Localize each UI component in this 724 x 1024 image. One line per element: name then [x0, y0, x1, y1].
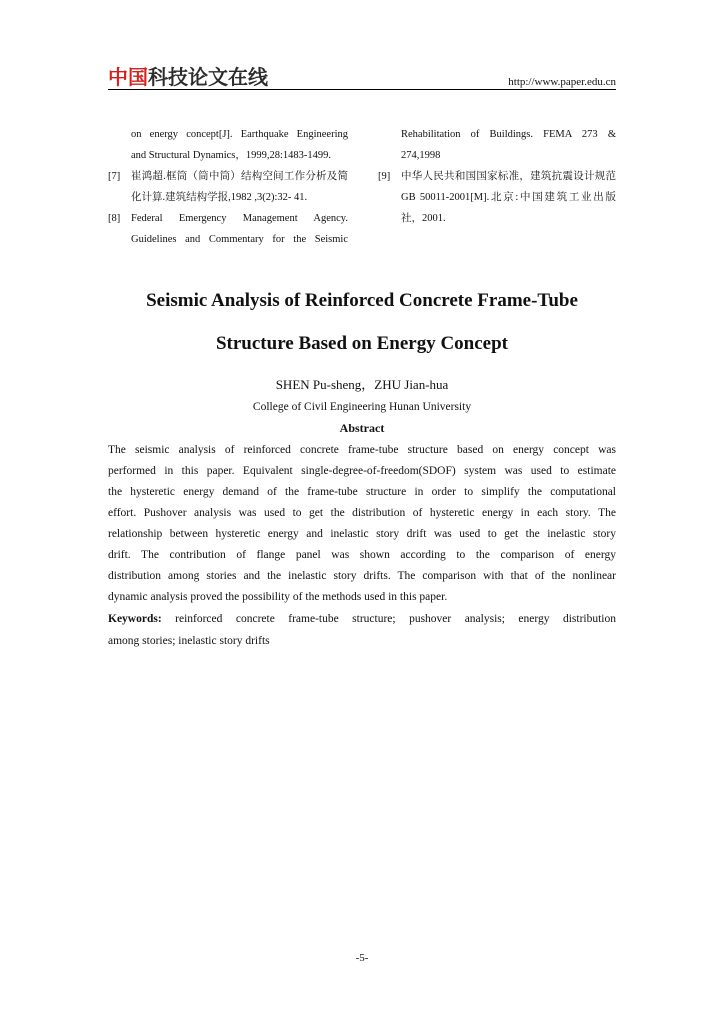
- reference-9: [378, 166, 616, 229]
- paper-title-line-1: Seismic Analysis of Reinforced Concrete Frame-Tube: [146, 290, 578, 311]
- paper-title-line-2: Structure Based on Energy Concept: [215, 333, 509, 354]
- keywords: [108, 608, 616, 652]
- keywords-text: reinforced concrete frame-tube structure; pushover analysis; energy distribution: [161, 613, 616, 625]
- references-right-column: [378, 124, 616, 229]
- reference-8: [108, 208, 348, 250]
- abstract-line: effort. Pushover analysis was used to get the distribution of hysteretic energy in each story. The: [108, 507, 616, 519]
- reference-line: 崔鸿超.框筒（筒中筒）结构空间工作分析及简: [131, 171, 348, 182]
- reference-line: Federal Emergency Management Agency.: [131, 213, 348, 224]
- site-logo: [108, 66, 268, 88]
- keywords-line-2: among stories; inelastic story drifts: [108, 635, 270, 647]
- reference-line: 社，2001.: [401, 213, 446, 224]
- reference-continuation-line: on energy concept[J]. Earthquake Engineering: [131, 129, 348, 140]
- authors: SHEN Pu-sheng，ZHU Jian-hua: [275, 377, 449, 392]
- reference-continuation-line: and Structural Dynamics，1999,28:1483-1499.: [131, 150, 332, 161]
- reference-line: 中华人民共和国国家标准，建筑抗震设计规范: [401, 171, 616, 182]
- references-left-column: [108, 124, 348, 250]
- abstract-line: distribution among stories and the inelastic story drifts. The comparison with that of the nonlinear: [108, 570, 616, 582]
- logo-text-paper-online: 科技论文在线: [148, 65, 268, 89]
- reference-continuation-line: Rehabilitation of Buildings. FEMA 273 &: [401, 129, 616, 140]
- page-header: [108, 66, 616, 90]
- reference-number: [7]: [108, 171, 121, 182]
- header-url[interactable]: http://www.paper.edu.cn: [508, 76, 616, 88]
- abstract-body: [108, 440, 616, 608]
- reference-number: [9]: [378, 171, 391, 182]
- reference-line: GB 50011-2001[M].北京:中国建筑工业出版: [401, 192, 616, 203]
- reference-7: [108, 166, 348, 208]
- page-number: -5-: [355, 952, 369, 964]
- keywords-line-1: [108, 608, 616, 630]
- reference-line: Guidelines and Commentary for the Seismic: [131, 234, 348, 245]
- keywords-label: Keywords:: [108, 613, 162, 625]
- affiliation: College of Civil Engineering Hunan University: [252, 401, 472, 413]
- header-rule: [108, 89, 616, 90]
- reference-continuation-line: 274,1998: [401, 150, 441, 161]
- abstract-line: the hysteretic energy demand of the frame-tube structure in order to simplify the computational: [108, 486, 616, 498]
- abstract-line: dynamic analysis proved the possibility of the methods used in this paper.: [108, 591, 448, 603]
- reference-line: 化计算.建筑结构学报,1982 ,3(2):32- 41.: [131, 192, 308, 203]
- abstract-line: performed in this paper. Equivalent single-degree-of-freedom(SDOF) system was used to estimate: [108, 465, 616, 477]
- abstract-line: drift. The contribution of flange panel was shown according to the comparison of energy: [108, 549, 616, 561]
- logo-text-china: 中国: [108, 65, 148, 89]
- abstract-line: relationship between hysteretic energy and inelastic story drift was used to get the inelastic story: [108, 528, 616, 540]
- reference-number: [8]: [108, 213, 121, 224]
- abstract-line: The seismic analysis of reinforced concrete frame-tube structure based on energy concept was: [108, 444, 616, 456]
- abstract-heading: Abstract: [339, 421, 385, 435]
